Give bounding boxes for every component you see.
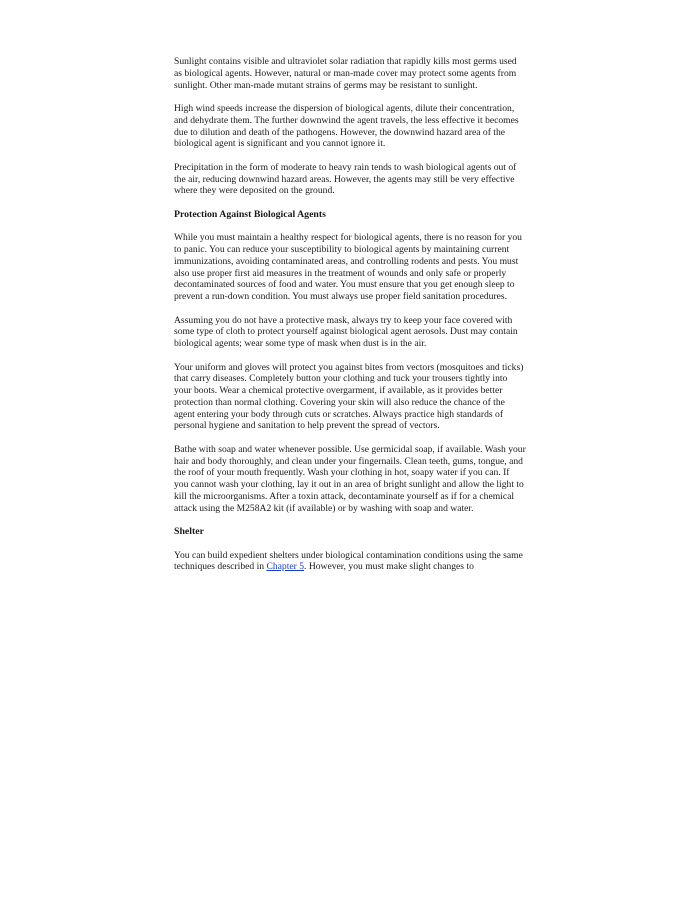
heading-shelter: Shelter <box>174 526 204 538</box>
paragraph-shelter <box>174 550 526 574</box>
paragraph-protection-intro: While you must maintain a healthy respect for biological agents, there is no reason for you to panic. You can reduce your susceptibility to biological agents by maintaining current immunizations, avoiding contaminated areas, and controlling rodents and pests. You must also use proper first aid measures in the treatment of wounds and only safe or properly decontaminated sources of food and water. You must ensure that you get enough sleep to prevent a run-down condition. You must always use proper field sanitation procedures. <box>174 232 522 303</box>
paragraph-protective-mask: Assuming you do not have a protective mask, always try to keep your face covered with some type of cloth to protect yourself against biological agent aerosols. Dust may contain biological agents; wear some type of mask when dust is in the air. <box>174 314 518 350</box>
paragraph-bathe: Bathe with soap and water whenever possible. Use germicidal soap, if available. Wash your hair and body thoroughly, and clean under your fingernails. Clean teeth, gums, tongue, and the roof of your mouth frequently. Wash your clothing in hot, soapy water if you can. If you cannot wash your clothing, lay it out in an area of bright sunlight and allow the light to kill the microorganisms. After a toxin attack, decontaminate yourself as if for a chemical attack using the M258A2 kit (if available) or by washing with soap and water. <box>174 443 526 514</box>
chapter-5-link[interactable]: Chapter 5 <box>266 561 305 573</box>
paragraph-sunlight: Sunlight contains visible and ultraviolet solar radiation that rapidly kills most germs used as biological agents. However, natural or man-made cover may protect some agents from sunlight. Other man-made mutant strains of germs may be resistant to sunlight. <box>174 56 517 91</box>
shelter-text-before-link: You can build expedient shelters under biological contamination conditions using the same techniques described in <box>174 549 523 573</box>
paragraph-uniform-gloves: Your uniform and gloves will protect you against bites from vectors (mosquitoes and ticks) that carry diseases. Completely button your clothing and tuck your trousers tightly into your boots. Wear a chemical protective overgarment, if available, as it provides better protection than normal clothing. Covering your skin will also reduce the chance of the agent entering your body through cuts or scratches. Always practice high standards of personal hygiene and sanitation to help prevent the spread of vectors. <box>174 361 524 432</box>
document-page <box>174 56 526 585</box>
paragraph-precipitation: Precipitation in the form of moderate to heavy rain tends to wash biological agents out of the air, reducing downwind hazard areas. However, the agents may still be very effective where they were deposited on the ground. <box>174 161 517 197</box>
shelter-text-after-link: . However, you must make slight changes to <box>304 561 474 573</box>
paragraph-wind: High wind speeds increase the dispersion of biological agents, dilute their concentration, and dehydrate them. The further downwind the agent travels, the less effective it becomes due to dilution and death of the pathogens. However, the downwind hazard area of the biological agent is significant and you cannot ignore it. <box>174 102 519 150</box>
heading-protection: Protection Against Biological Agents <box>174 208 326 220</box>
